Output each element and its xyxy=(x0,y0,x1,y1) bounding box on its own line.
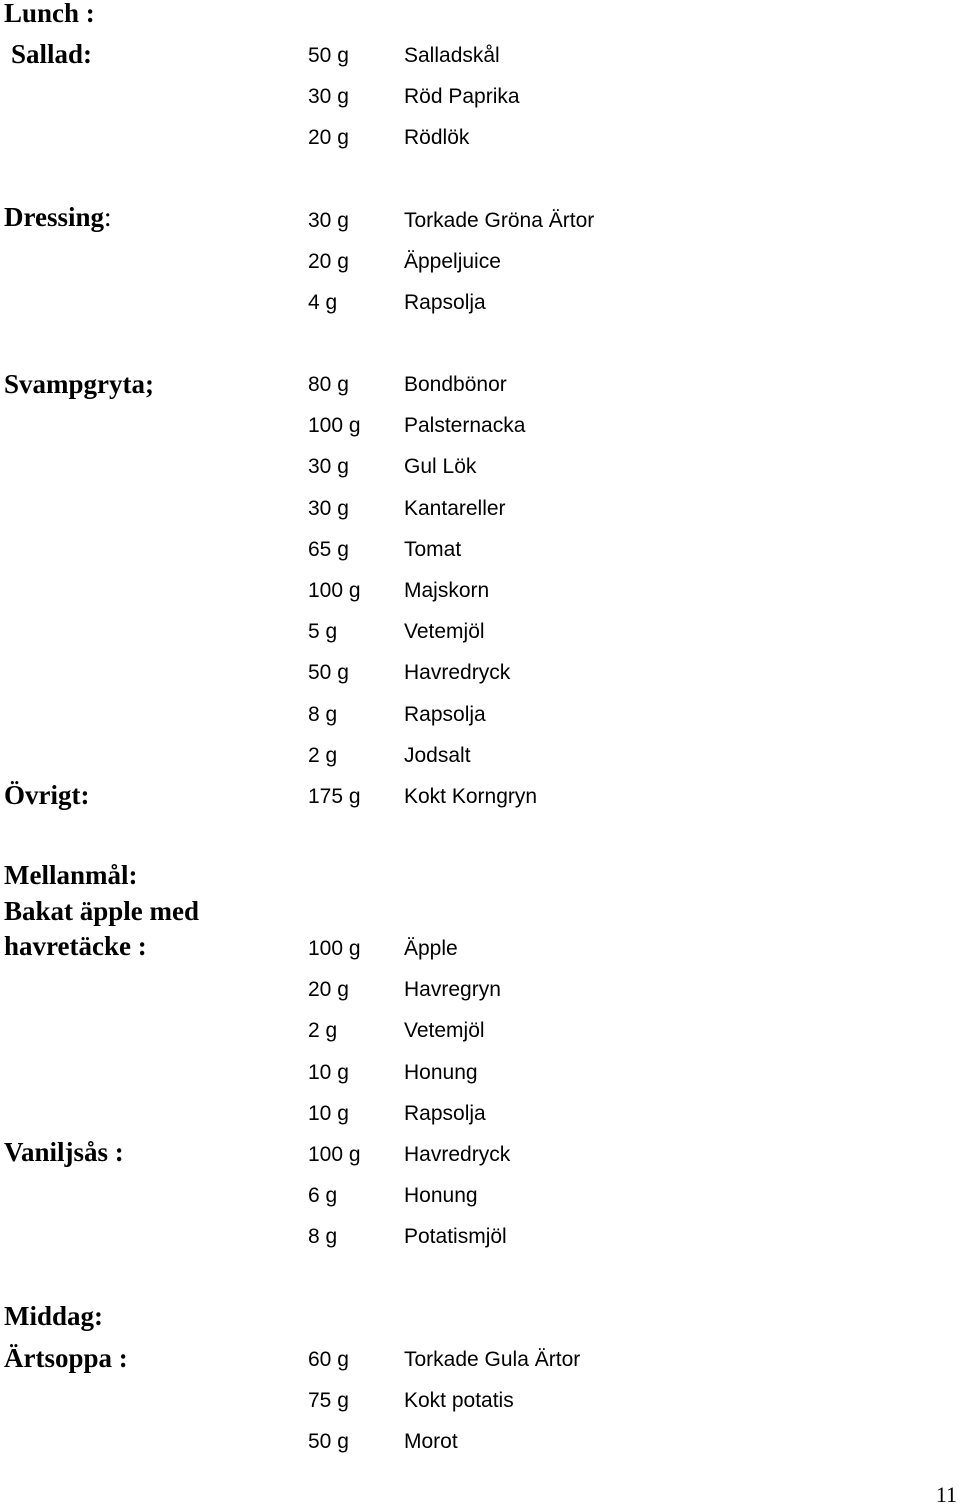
ingredient-name: Gul Lök xyxy=(404,455,477,478)
ingredient-quantity: 20 g xyxy=(308,978,349,1001)
ingredient-name: Äppeljuice xyxy=(404,250,501,273)
ingredient-quantity: 2 g xyxy=(308,1019,338,1042)
ingredient-quantity: 8 g xyxy=(308,703,338,726)
ingredient-name: Salladskål xyxy=(404,44,500,67)
ingredient-name: Palsternacka xyxy=(404,414,526,437)
ingredient-name: Havregryn xyxy=(404,978,501,1001)
heading-bakat-apple-line2: havretäcke : xyxy=(4,931,147,961)
ingredient-name: Havredryck xyxy=(404,661,511,684)
heading-svampgryta: Svampgryta; xyxy=(4,369,154,399)
ingredient-quantity: 75 g xyxy=(308,1389,349,1412)
heading-dressing-text: Dressing xyxy=(4,202,105,232)
ingredient-name: Rapsolja xyxy=(404,703,486,726)
ingredient-quantity: 175 g xyxy=(308,785,361,808)
heading-ovrigt: Övrigt: xyxy=(4,780,90,810)
ingredient-quantity: 20 g xyxy=(308,126,349,149)
ingredient-quantity: 5 g xyxy=(308,620,338,643)
ingredient-name: Majskorn xyxy=(404,579,490,602)
ingredient-quantity: 4 g xyxy=(308,291,338,314)
heading-artsoppa: Ärtsoppa : xyxy=(4,1343,128,1373)
ingredient-name: Rapsolja xyxy=(404,1102,486,1125)
heading-lunch: Lunch : xyxy=(4,0,95,28)
ingredient-quantity: 8 g xyxy=(308,1225,338,1248)
heading-middag: Middag: xyxy=(4,1301,104,1331)
ingredient-name: Honung xyxy=(404,1061,478,1084)
ingredient-quantity: 30 g xyxy=(308,455,349,478)
ingredient-name: Rapsolja xyxy=(404,291,486,314)
heading-dressing-colon: : xyxy=(104,202,112,232)
page-number: 11 xyxy=(935,1482,957,1507)
ingredient-name: Rödlök xyxy=(404,126,470,149)
ingredient-quantity: 50 g xyxy=(308,44,349,67)
ingredient-name: Potatismjöl xyxy=(404,1225,507,1248)
heading-dressing xyxy=(4,200,112,234)
ingredient-quantity: 100 g xyxy=(308,1143,361,1166)
ingredient-quantity: 60 g xyxy=(308,1348,349,1371)
ingredient-name: Jodsalt xyxy=(404,744,471,767)
ingredient-name: Kokt potatis xyxy=(404,1389,514,1412)
ingredient-quantity: 100 g xyxy=(308,414,361,437)
ingredient-quantity: 30 g xyxy=(308,85,349,108)
ingredient-name: Kokt Korngryn xyxy=(404,785,538,808)
heading-vaniljsas: Vaniljsås : xyxy=(4,1137,124,1167)
ingredient-name: Bondbönor xyxy=(404,373,507,396)
ingredient-name: Vetemjöl xyxy=(404,620,485,643)
ingredient-name: Tomat xyxy=(404,538,462,561)
ingredient-quantity: 6 g xyxy=(308,1184,338,1207)
ingredient-name: Torkade Gula Ärtor xyxy=(404,1348,581,1371)
ingredient-name: Havredryck xyxy=(404,1143,511,1166)
ingredient-quantity: 50 g xyxy=(308,661,349,684)
ingredient-quantity: 30 g xyxy=(308,209,349,232)
ingredient-quantity: 10 g xyxy=(308,1102,349,1125)
ingredient-quantity: 65 g xyxy=(308,538,349,561)
ingredient-name: Morot xyxy=(404,1430,458,1453)
ingredient-name: Äpple xyxy=(404,937,458,960)
ingredient-name: Honung xyxy=(404,1184,478,1207)
ingredient-quantity: 2 g xyxy=(308,744,338,767)
ingredient-name: Vetemjöl xyxy=(404,1019,485,1042)
ingredient-name: Kantareller xyxy=(404,497,506,520)
ingredient-name: Torkade Gröna Ärtor xyxy=(404,209,595,232)
ingredient-quantity: 10 g xyxy=(308,1061,349,1084)
ingredient-quantity: 100 g xyxy=(308,937,361,960)
ingredient-quantity: 100 g xyxy=(308,579,361,602)
ingredient-quantity: 50 g xyxy=(308,1430,349,1453)
ingredient-name: Röd Paprika xyxy=(404,85,520,108)
ingredient-quantity: 20 g xyxy=(308,250,349,273)
heading-sallad: Sallad: xyxy=(11,39,93,69)
ingredient-quantity: 80 g xyxy=(308,373,349,396)
ingredient-quantity: 30 g xyxy=(308,497,349,520)
heading-mellanmal: Mellanmål: xyxy=(4,860,138,890)
heading-bakat-apple-line1: Bakat äpple med xyxy=(4,896,200,926)
